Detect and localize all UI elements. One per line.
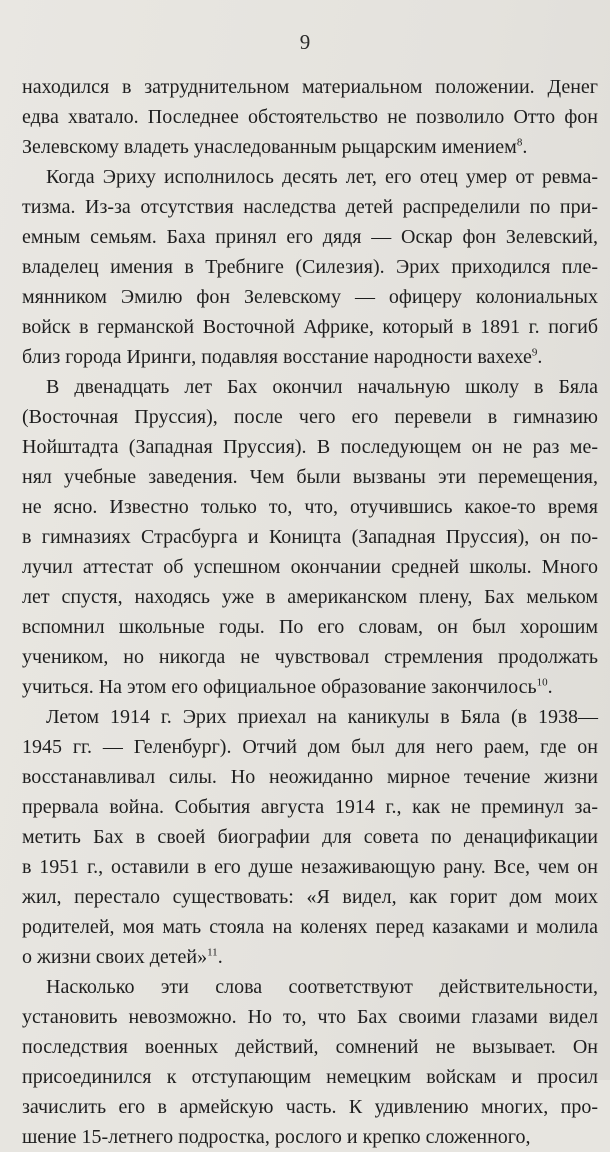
line-text: зачислить его в армейскую часть. К удивлению многих, про-: [22, 1096, 598, 1118]
line-text: едва хватало. Последнее обстоятельство не позволило Отто фон: [22, 106, 598, 128]
paragraph: [22, 72, 598, 162]
line-text: присоединился к отступающим немецким войскам и просил: [22, 1066, 598, 1088]
text-line: [22, 1062, 598, 1092]
text-line: [22, 732, 598, 762]
text-line: [22, 72, 598, 102]
line-text: учеником, но никогда не чувствовал стремления продолжать: [22, 646, 598, 668]
text-line: [22, 672, 598, 702]
line-text: 1945 гг. — Геленбург). Отчий дом был для него раем, где он: [22, 736, 598, 758]
line-text: Насколько эти слова соответствуют действительности,: [46, 976, 598, 998]
text-line: [22, 912, 598, 942]
text-line: [22, 432, 598, 462]
text-line: [22, 312, 598, 342]
line-text: в 1951 г., оставили в его душе незаживающую рану. Все, чем он: [22, 856, 598, 878]
page-number: 9: [299, 30, 311, 54]
line-text: мянником Эмилю фон Зелевскому — офицеру колониальных: [22, 286, 598, 308]
text-line: [22, 522, 598, 552]
text-line: [22, 252, 598, 282]
text-line: [22, 882, 598, 912]
paragraph: [22, 372, 598, 702]
text-line: [22, 762, 598, 792]
line-text: лет спустя, находясь уже в американском плену, Бах мельком: [22, 586, 598, 608]
line-text: Зелевскому владеть унаследованным рыцарским имением: [22, 136, 517, 158]
line-text: емным семьям. Баха принял его дядя — Оскар фон Зелевский,: [22, 226, 598, 248]
period: .: [522, 136, 528, 158]
line-text: (Восточная Пруссия), после чего его перевели в гимназию: [22, 406, 598, 428]
line-text: установить невозможно. Но то, что Бах своими глазами видел: [22, 1006, 598, 1028]
paragraph: [22, 162, 598, 372]
line-text: В двенадцать лет Бах окончил начальную школу в Бяла: [46, 376, 598, 398]
text-line: [22, 972, 598, 1002]
line-text: метить Бах в своей биографии для совета по денацификации: [22, 826, 598, 848]
line-text: тизма. Из-за отсутствия наследства детей распределили по при-: [22, 196, 598, 218]
period: .: [547, 676, 553, 698]
text-line: [22, 702, 598, 732]
period: .: [217, 946, 223, 968]
line-text: Нойштадта (Западная Пруссия). В последующем он не раз ме-: [22, 436, 598, 458]
text-line: [22, 822, 598, 852]
text-line: [22, 282, 598, 312]
text-line: [22, 162, 598, 192]
line-text: о жизни своих детей»: [22, 946, 208, 968]
text-line: [22, 492, 598, 522]
text-line: [22, 222, 598, 252]
text-line: [22, 372, 598, 402]
text-line: [22, 1122, 598, 1152]
period: .: [537, 346, 543, 368]
text-line: [22, 132, 598, 162]
text-line: [22, 582, 598, 612]
footnote-marker[interactable]: 9: [531, 346, 538, 359]
footnote-marker[interactable]: 10: [536, 676, 548, 689]
line-text: последствия военных действий, сомнений не вызывает. Он: [22, 1036, 598, 1058]
line-text: лучил аттестат об успешном окончании средней школы. Много: [22, 556, 598, 578]
text-line: [22, 942, 598, 972]
paragraph: [22, 972, 598, 1152]
line-text: родителей, моя мать стояла на коленях перед казаками и молила: [22, 916, 598, 938]
text-line: [22, 1002, 598, 1032]
line-text: владелец имения в Требниге (Силезия). Эрих приходился пле-: [22, 256, 598, 278]
line-text: не ясно. Известно только то, что, отучившись какое-то время: [22, 496, 598, 518]
paragraph: [22, 702, 598, 972]
text-line: [22, 192, 598, 222]
text-line: [22, 1032, 598, 1062]
text-line: [22, 852, 598, 882]
text-line: [22, 642, 598, 672]
line-text: шение 15-летнего подростка, рослого и крепко сложенного,: [22, 1126, 531, 1148]
line-text: нял учебные заведения. Чем были вызваны эти перемещения,: [22, 466, 598, 488]
text-line: [22, 552, 598, 582]
text-line: [22, 792, 598, 822]
line-text: войск в германской Восточной Африке, который в 1891 г. погиб: [22, 316, 598, 338]
line-text: близ города Иринги, подавляя восстание народности вахехе: [22, 346, 532, 368]
text-line: [22, 342, 598, 372]
text-line: [22, 402, 598, 432]
line-text: прервала война. События августа 1914 г., как не преминул за-: [22, 796, 598, 818]
line-text: Когда Эриху исполнилось десять лет, его отец умер от ревма-: [46, 166, 598, 188]
text-line: [22, 462, 598, 492]
text-line: [22, 1092, 598, 1122]
line-text: Летом 1914 г. Эрих приехал на каникулы в Бяла (в 1938—: [46, 706, 598, 728]
footnote-marker[interactable]: 11: [207, 946, 218, 959]
line-text: восстанавливал силы. Но неожиданно мирное течение жизни: [22, 766, 598, 788]
body-text: [22, 72, 598, 1152]
footnote-marker[interactable]: 8: [516, 136, 523, 149]
text-line: [22, 612, 598, 642]
line-text: находился в затруднительном материальном положении. Денег: [22, 76, 598, 98]
line-text: в гимназиях Страсбурга и Коницта (Западная Пруссия), он по-: [22, 526, 598, 548]
line-text: жил, перестало существовать: «Я видел, как горит дом моих: [22, 886, 598, 908]
line-text: учиться. На этом его официальное образование закончилось: [22, 676, 537, 698]
line-text: вспомнил школьные годы. По его словам, он был хорошим: [22, 616, 598, 638]
text-line: [22, 102, 598, 132]
